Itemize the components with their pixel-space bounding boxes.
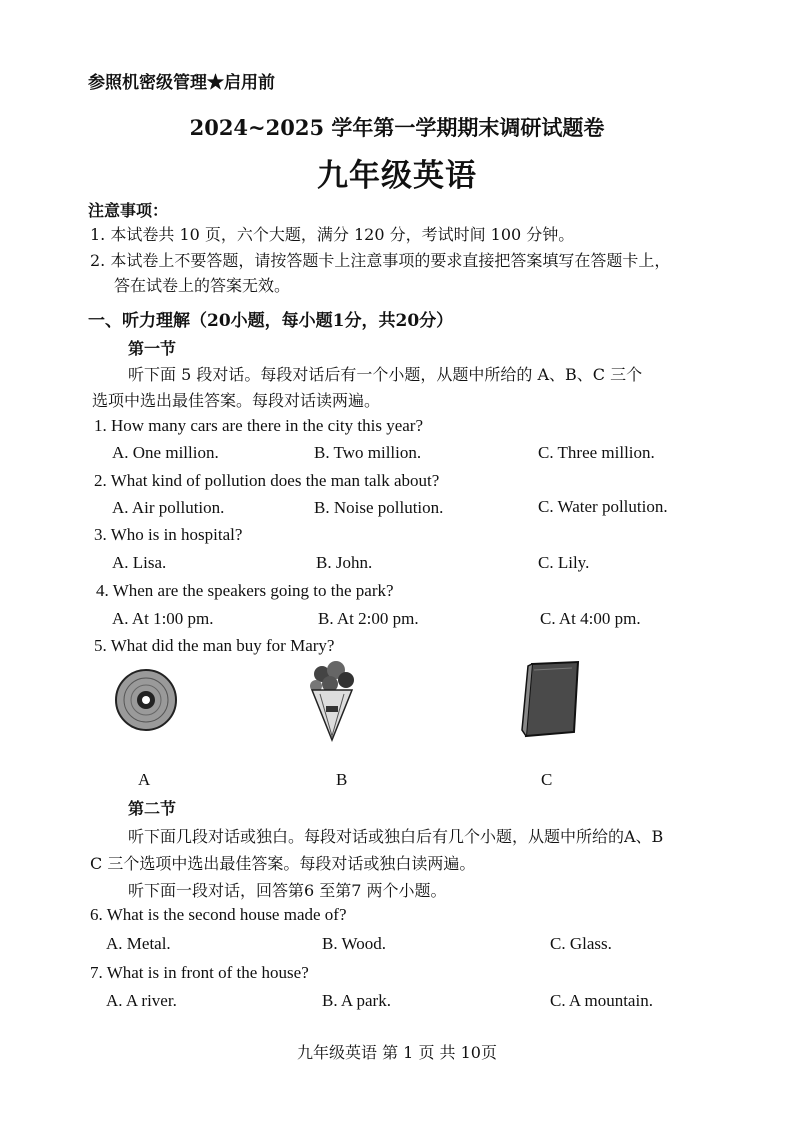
section2-title: 第二节 bbox=[128, 799, 177, 818]
q4-option-b: B. At 2:00 pm. bbox=[318, 609, 419, 628]
notice-item-1: 1. 本试卷共 10 页，六个大题，满分 120 分，考试时间 100 分钟。 bbox=[90, 225, 575, 244]
q1-option-c: C. Three million. bbox=[538, 443, 655, 462]
cd-disc-icon bbox=[114, 668, 178, 732]
section2-instructions-line1: 听下面几段对话或独白。每段对话或独白后有几个小题，从题中所给的A、B bbox=[128, 827, 664, 846]
section1-title: 第一节 bbox=[128, 339, 177, 358]
section2-sub-instructions: 听下面一段对话，回答第6 至第7 两个小题。 bbox=[128, 881, 447, 900]
section1-instructions-line1: 听下面 5 段对话。每段对话后有一个小题，从题中所给的 A、B、C 三个 bbox=[128, 365, 643, 384]
part1-heading: 一、听力理解（20小题，每小题1分，共20分） bbox=[88, 311, 454, 331]
q3-option-b: B. John. bbox=[316, 553, 373, 572]
confidential-mark: 参照机密级管理★启用前 bbox=[88, 73, 275, 93]
q4-option-a: A. At 1:00 pm. bbox=[112, 609, 214, 628]
q2-option-b: B. Noise pollution. bbox=[314, 498, 444, 517]
subject-title: 九年级英语 bbox=[317, 158, 477, 194]
q1-option-a: A. One million. bbox=[112, 443, 219, 462]
question-3: 3. Who is in hospital? bbox=[94, 525, 243, 544]
q6-option-b: B. Wood. bbox=[322, 934, 386, 953]
flower-bouquet-icon bbox=[304, 660, 360, 742]
question-6: 6. What is the second house made of? bbox=[90, 905, 347, 924]
q7-option-b: B. A park. bbox=[322, 991, 391, 1010]
notice-item-2-line1: 2. 本试卷上不要答题，请按答题卡上注意事项的要求直接把答案填写在答题卡上， bbox=[90, 251, 671, 270]
exam-title: 2024~2025 学年第一学期期末调研试题卷 bbox=[189, 115, 605, 140]
section1-instructions-line2: 选项中选出最佳答案。每段对话读两遍。 bbox=[92, 391, 381, 410]
q2-option-c: C. Water pollution. bbox=[538, 497, 668, 516]
q4-option-c: C. At 4:00 pm. bbox=[540, 609, 641, 628]
q1-option-b: B. Two million. bbox=[314, 443, 422, 462]
q6-option-a: A. Metal. bbox=[106, 934, 171, 953]
q3-option-a: A. Lisa. bbox=[112, 553, 167, 572]
page-footer: 九年级英语 第 1 页 共 10页 bbox=[297, 1043, 497, 1062]
question-7: 7. What is in front of the house? bbox=[90, 963, 309, 982]
q7-option-c: C. A mountain. bbox=[550, 991, 653, 1010]
question-2: 2. What kind of pollution does the man talk about? bbox=[94, 471, 440, 490]
q3-option-c: C. Lily. bbox=[538, 553, 590, 572]
q7-option-a: A. A river. bbox=[106, 991, 177, 1010]
q5-option-a: A bbox=[138, 770, 151, 789]
notice-item-2-line2: 答在试卷上的答案无效。 bbox=[114, 276, 291, 295]
question-4: 4. When are the speakers going to the park? bbox=[96, 581, 394, 600]
question-1: 1. How many cars are there in the city this year? bbox=[94, 416, 424, 435]
question-5: 5. What did the man buy for Mary? bbox=[94, 636, 335, 655]
book-icon bbox=[518, 660, 582, 738]
q5-option-b: B bbox=[336, 770, 348, 789]
q6-option-c: C. Glass. bbox=[550, 934, 612, 953]
notice-heading: 注意事项： bbox=[88, 201, 169, 220]
section2-instructions-line2: C 三个选项中选出最佳答案。每段对话或独白读两遍。 bbox=[90, 854, 476, 873]
q5-option-c: C bbox=[541, 770, 553, 789]
q2-option-a: A. Air pollution. bbox=[112, 498, 225, 517]
